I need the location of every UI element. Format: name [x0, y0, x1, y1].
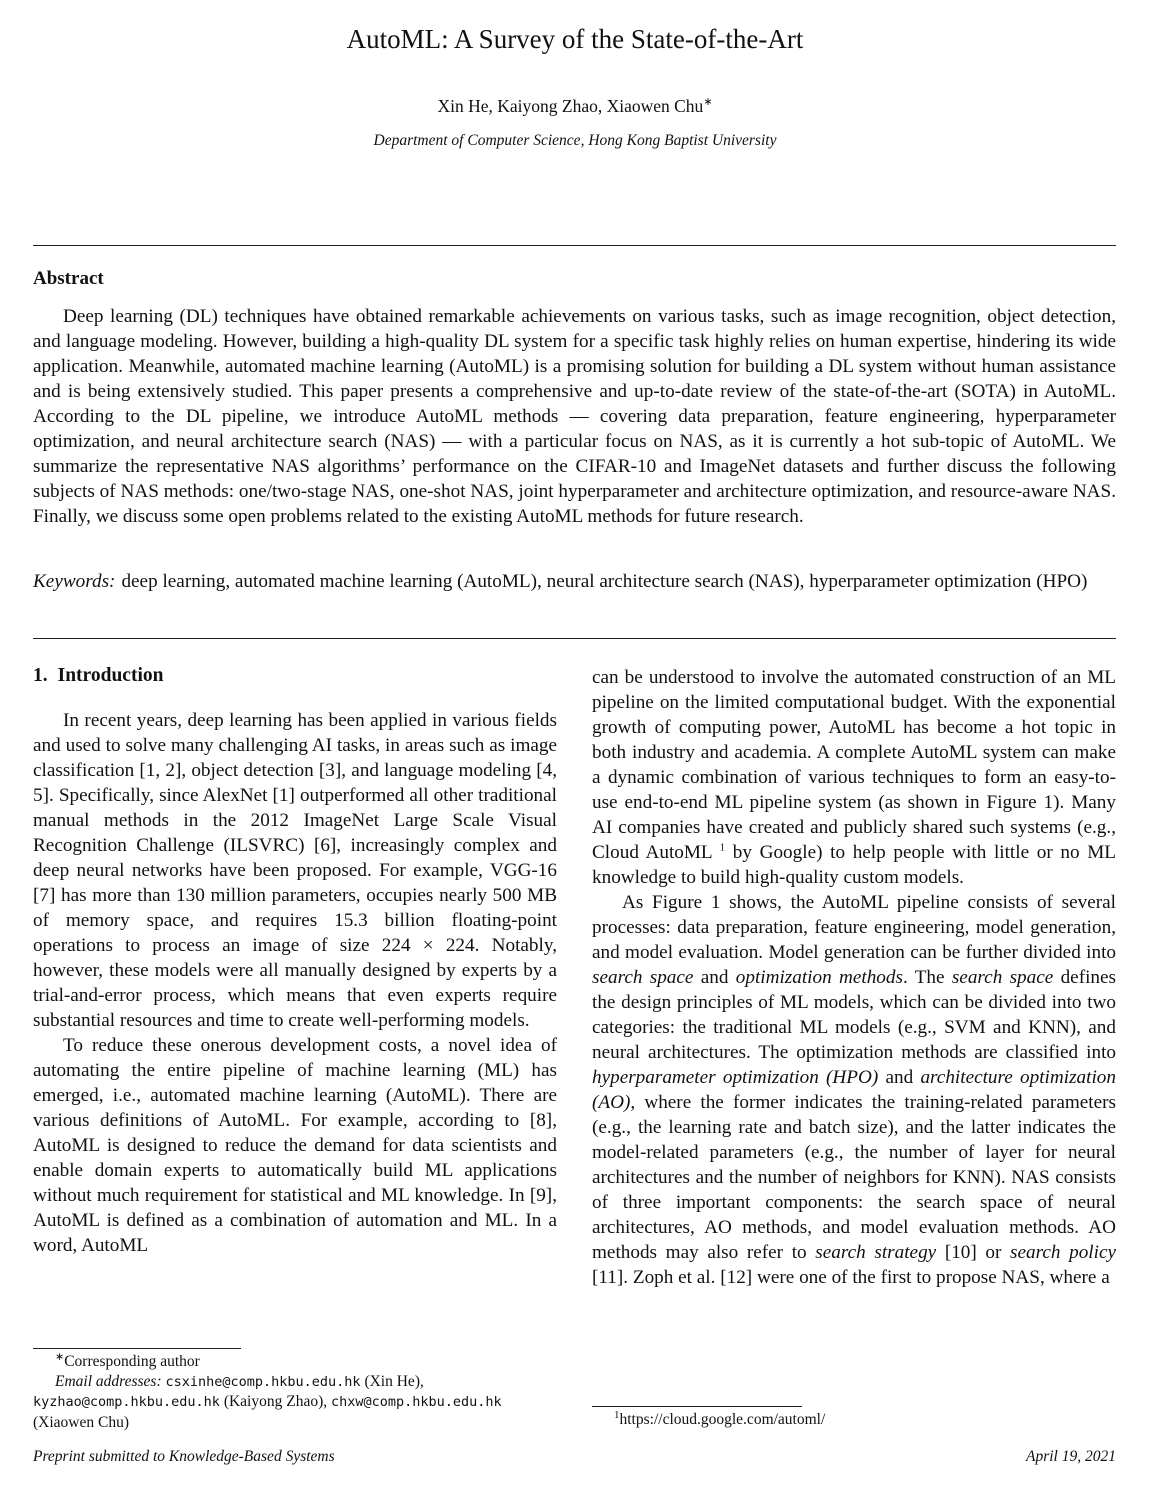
footnote-divider-left [33, 1348, 241, 1349]
email-link-1[interactable]: csxinhe@comp.hkbu.edu.hk [165, 1373, 361, 1390]
email-line-3 [33, 1413, 561, 1433]
affiliation: Department of Computer Science, Hong Kong Baptist University [373, 132, 777, 149]
fn1-url[interactable]: https://cloud.google.com/automl/ [619, 1411, 826, 1428]
footnote-ref-1: 1 [719, 841, 726, 854]
term-hpo: hyperparameter optimization (HPO) [592, 1067, 879, 1088]
email-name-3: (Xiaowen Chu) [33, 1414, 129, 1432]
intro-paragraph-2: To reduce these onerous development costs, a novel idea of automating the entire pipeline of machine learning (ML) has emerged, i.e., automated machine learning (AutoML). There are various definitions of AutoML. For example, according to [8], AutoML is designed to reduce the demand for data scientists and enable domain experts to automatically build ML applications without much requirement for statistical and ML knowledge. In [9], AutoML is defined as a combination of automation and ML. In a word, AutoML [33, 1035, 557, 1256]
email-name-2: (Kaiyong Zhao), [223, 1393, 328, 1411]
p4-d: , where the former indicates the training-related parameters (e.g., the learning rate and batch size), and the latter indicates the model-related parameters (e.g., the number of layer for neural architectures and the number of neighbors for KNN). NAS consists of three important components: the search space of neural architectures, AO methods, and model evaluation methods. AO methods may also refer to [592, 1092, 1116, 1263]
corresponding-footnote [33, 1352, 561, 1433]
p4-a: As Figure 1 shows, the AutoML pipeline consists of several processes: data preparation, feature engineering, model generation, and model evaluation. Model generation can be further divided into [592, 892, 1116, 963]
right-column [592, 665, 1116, 1290]
section-number: 1. [33, 665, 48, 686]
p4-b: . The [902, 967, 952, 988]
author-list [0, 96, 1150, 117]
footnote-divider-right [592, 1406, 802, 1407]
keywords-text: deep learning, automated machine learning (AutoML), neural architecture search (NAS), hyperparameter optimization (HPO) [121, 571, 1088, 592]
corr-mark: ∗ [55, 1350, 65, 1363]
footer-date: April 19, 2021 [1026, 1448, 1116, 1465]
corresponding-line [33, 1352, 561, 1372]
term-ao: architecture optimization (AO) [592, 1067, 1116, 1113]
section-heading [33, 665, 163, 687]
term-search-policy: search policy [1010, 1242, 1117, 1263]
p4-and: and [693, 967, 736, 988]
intro-paragraph-4 [592, 890, 1116, 1290]
footer-venue: Preprint submitted to Knowledge-Based Systems [33, 1448, 335, 1465]
section-title: Introduction [57, 665, 164, 686]
bottom-divider [33, 638, 1116, 639]
left-column [33, 708, 557, 1258]
footnote-1 [614, 1410, 825, 1430]
email-link-3[interactable]: chxw@comp.hkbu.edu.hk [331, 1394, 502, 1411]
abstract-heading: Abstract [33, 268, 104, 289]
p4-f: [11]. Zoph et al. [12] were one of the first to propose NAS, where a [592, 1267, 1110, 1288]
p4-e: [10] or [936, 1242, 1011, 1263]
authors-text: Xin He, Kaiyong Zhao, Xiaowen Chu [437, 96, 704, 116]
p4-and2: and [878, 1067, 921, 1088]
term-search-space-2: search space [951, 967, 1054, 988]
keywords [33, 569, 1108, 594]
email-line-2 [33, 1392, 561, 1413]
term-search-space: search space [592, 967, 694, 988]
p3-text-b: by Google) to help people with little or no ML knowledge to build high-quality custom models. [592, 842, 1117, 888]
email-label: Email addresses: [55, 1372, 162, 1390]
p3-text-a: can be understood to involve the automated construction of an ML pipeline on the limited computational budget. With the exponential growth of computing power, AutoML has become a hot topic in both industry and academia. A complete AutoML system can make a dynamic combination of various techniques to form an easy-to-use end-to-end ML pipeline system (as shown in Figure 1). Many AI companies have created and publicly shared such systems (e.g., Cloud AutoML [592, 667, 1116, 863]
intro-paragraph-1: In recent years, deep learning has been applied in various fields and used to solve many challenging AI tasks, in areas such as image classification [1, 2], object detection [3], and language modeling [4, 5]. Specifically, since AlexNet [1] outperformed all other traditional manual methods in the 2012 ImageNet Large Scale Visual Recognition Challenge (ILSVRC) [6], increasingly complex and deep neural networks have been proposed. For example, VGG-16 [7] has more than 130 million parameters, occupies nearly 500 MB of memory space, and requires 15.3 billion floating-point operations to process an image of size 224 × 224. Notably, however, these models were all manually designed by experts by a trial-and-error process, which means that even experts require substantial resources and time to create well-performing models. [33, 710, 557, 1031]
email-name-1: (Xin He), [364, 1372, 424, 1390]
paper-title: AutoML: A Survey of the State-of-the-Art [346, 24, 804, 54]
intro-paragraph-3 [592, 665, 1116, 890]
top-divider [33, 245, 1116, 246]
corr-text: Corresponding author [64, 1353, 200, 1370]
term-search-strategy: search strategy [815, 1242, 937, 1263]
fn1-mark: 1 [614, 1408, 620, 1421]
term-optimization-methods: optimization methods [735, 967, 903, 988]
p4-c: defines the design principles of ML models, which can be divided into two categories: the traditional ML models (e.g., SVM and KNN), and neural architectures. The optimization methods are classified into [592, 967, 1116, 1063]
email-line-1 [33, 1372, 561, 1393]
keywords-label: Keywords: [33, 571, 116, 592]
corresponding-mark: ∗ [703, 96, 713, 109]
email-link-2[interactable]: kyzhao@comp.hkbu.edu.hk [33, 1394, 220, 1411]
abstract-text: Deep learning (DL) techniques have obtained remarkable achievements on various tasks, such as image recognition, object detection, and language modeling. However, building a high-quality DL system for a specific task highly relies on human expertise, hindering its wide application. Meanwhile, automated machine learning (AutoML) is a promising solution for building a DL system without human assistance and is being extensively studied. This paper presents a comprehensive and up-to-date review of the state-of-the-art (SOTA) in AutoML. According to the DL pipeline, we introduce AutoML methods — covering data preparation, feature engineering, hyperparameter optimization, and neural architecture search (NAS) — with a particular focus on NAS, as it is currently a hot sub-topic of AutoML. We summarize the representative NAS algorithms’ performance on the CIFAR-10 and ImageNet datasets and further discuss the following subjects of NAS methods: one/two-stage NAS, one-shot NAS, joint hyperparameter and architecture optimization, and resource-aware NAS. Finally, we discuss some open problems related to the existing AutoML methods for future research. [33, 306, 1116, 527]
